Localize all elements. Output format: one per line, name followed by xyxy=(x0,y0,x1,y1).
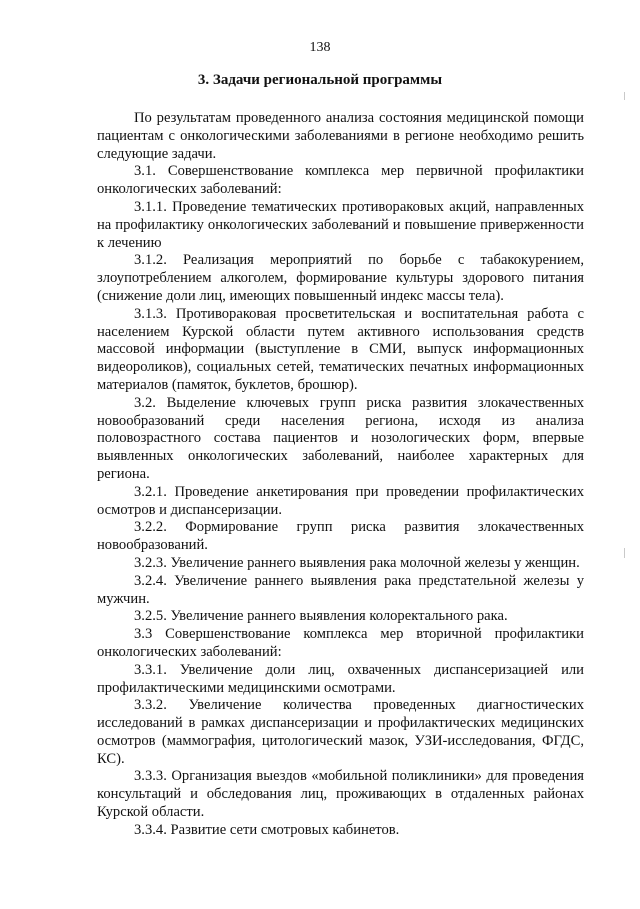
paragraph-intro: По результатам проведенного анализа состояния медицинской помощи пациентам с онкологическими заболеваниями в регионе необходимо решить следующие задачи. xyxy=(97,110,584,162)
paragraph-3-1: 3.1. Совершенствование комплекса мер первичной профилактики онкологических заболеваний: xyxy=(97,163,584,198)
paragraph-3-2-2: 3.2.2. Формирование групп риска развития злокачественных новообразований. xyxy=(97,519,584,554)
paragraph-3-2: 3.2. Выделение ключевых групп риска развития злокачественных новообразований среди населения региона, исходя из анализа половозрастного состава пациентов и нозологических форм, впервые выявленных онкологических заболеваний, наиболее характерных для региона. xyxy=(97,394,584,482)
paragraph-3-2-3: 3.2.3. Увеличение раннего выявления рака молочной железы у женщин. xyxy=(134,554,580,571)
scan-margin-mark xyxy=(624,548,625,558)
paragraph-3-3-4: 3.3.4. Развитие сети смотровых кабинетов. xyxy=(134,821,400,838)
paragraph-3-3-2: 3.3.2. Увеличение количества проведенных диагностических исследований в рамках диспансеризации и профилактических медицинских осмотров (маммография, цитологический мазок, УЗИ-исследования, ФГДС, КС). xyxy=(97,697,584,767)
paragraph-3-1-3: 3.1.3. Противораковая просветительская и воспитательная работа с населением Курской области путем активного использования средств массовой информации (выступление в СМИ, выпуск информационных видеороликов), социальных сетей, тематических печатных информационных материалов (памяток, буклетов, брошюр). xyxy=(97,305,584,393)
page-number: 138 xyxy=(309,40,331,55)
paragraph-3-3: 3.3 Совершенствование комплекса мер вторичной профилактики онкологических заболеваний: xyxy=(97,626,584,660)
section-heading: 3. Задачи региональной программы xyxy=(197,72,443,88)
paragraph-3-2-5: 3.2.5. Увеличение раннего выявления колоректального рака. xyxy=(134,608,508,625)
paragraph-3-2-4: 3.2.4. Увеличение раннего выявления рака предстательной железы у мужчин. xyxy=(97,572,584,607)
paragraph-3-2-1: 3.2.1. Проведение анкетирования при проведении профилактических осмотров и диспансеризации. xyxy=(97,483,584,518)
document-body xyxy=(97,110,584,840)
paragraph-3-3-3: 3.3.3. Организация выездов «мобильной поликлиники» для проведения консультаций и обследования лиц, проживающих в отдаленных районах Курской области. xyxy=(97,768,584,821)
paragraph-3-1-1: 3.1.1. Проведение тематических противораковых акций, направленных на профилактику онкологических заболеваний и повышение приверженности к лечению xyxy=(97,198,584,251)
paragraph-3-3-1: 3.3.1. Увеличение доли лиц, охваченных диспансеризацией или профилактическими медицинскими осмотрами. xyxy=(97,661,584,696)
paragraph-3-1-2: 3.1.2. Реализация мероприятий по борьбе с табакокурением, злоупотреблением алкоголем, формирование культуры здорового питания (снижение доли лиц, имеющих повышенный индекс массы тела). xyxy=(97,252,584,304)
scan-margin-mark xyxy=(624,92,625,100)
